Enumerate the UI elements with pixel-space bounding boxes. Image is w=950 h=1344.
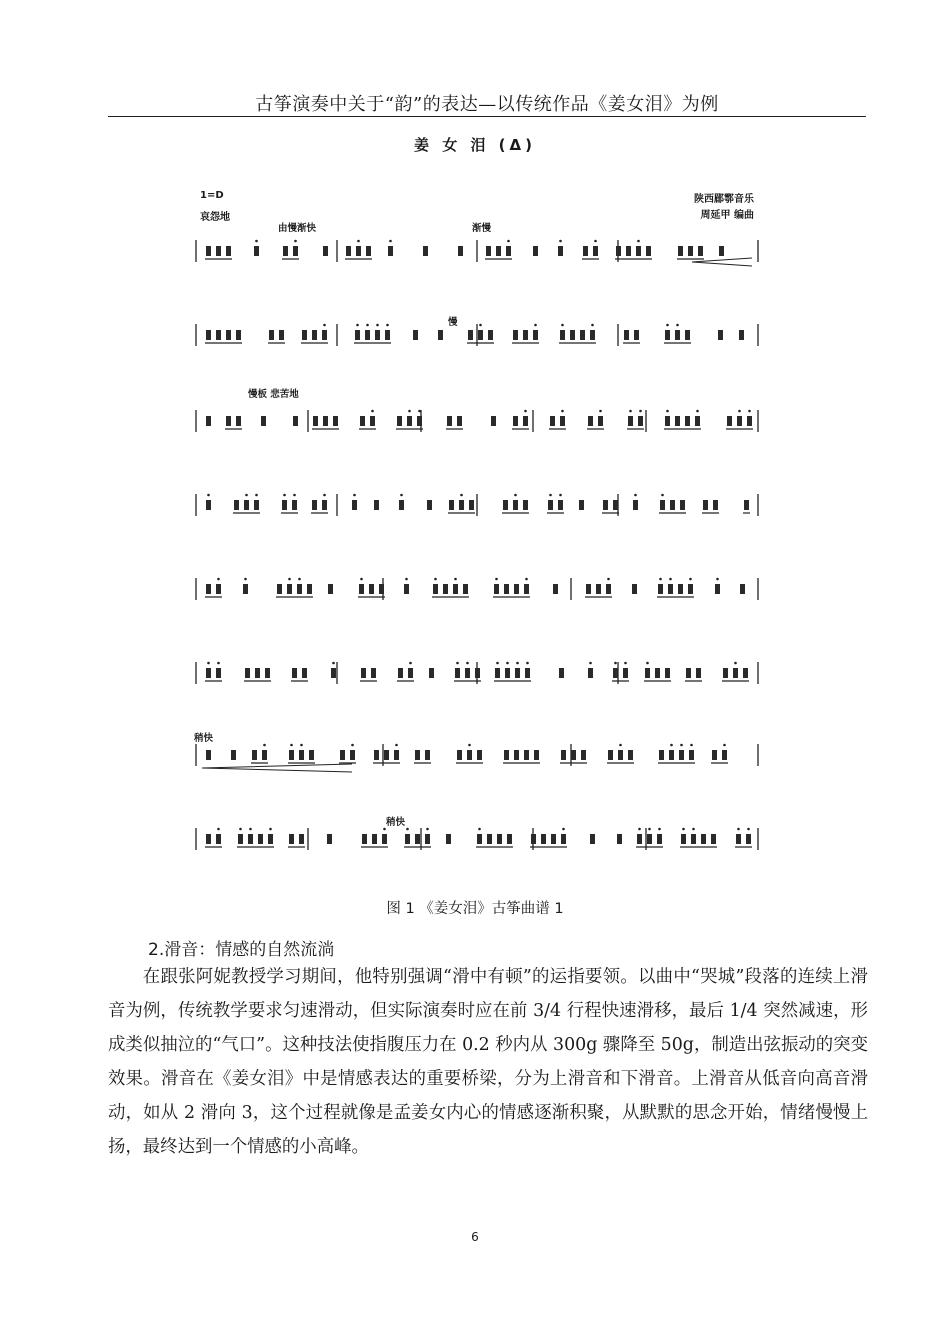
page-number: 6	[471, 1230, 479, 1244]
tempo-marking: 稍快	[386, 817, 406, 828]
notation-line-8	[192, 818, 762, 858]
notation-line-4	[192, 484, 762, 524]
notation-line-7	[192, 734, 762, 774]
tempo-marking: 稍快	[194, 733, 214, 744]
notation-line-1	[192, 230, 762, 270]
paragraph: 在跟张阿妮教授学习期间，他特别强调“滑中有顿”的运指要领。以曲中“哭城”段落的连续上滑音为例，传统教学要求匀速滑动，但实际演奏时应在前 3/4 行程快速滑移，最后 1/4 突然减速，形成类似抽泣的“气口”。这种技法使指腹压力在 0.2 秒内从 300g 骤降至 50g，制造出弦振动的突变效果。滑音在《姜女泪》中是情感表达的重要桥梁，分为上滑音和下滑音。上滑音从低音向高音滑动，如从 2 滑向 3，这个过程就像是孟姜女内心的情感逐渐积聚，从默默的思念开始，情绪慢慢上扬，最终达到一个情感的小高峰。	[108, 967, 868, 1157]
notation-line-2	[192, 314, 762, 354]
score-arranger: 周延甲 编曲	[700, 210, 754, 221]
section-heading: 2.滑音：情感的自然流淌	[148, 940, 335, 960]
notation-line-3	[192, 400, 762, 440]
score-expression: 哀怨地	[200, 212, 230, 223]
tempo-marking: 由慢渐快	[278, 223, 317, 234]
body-text	[108, 960, 868, 1164]
notation-line-5	[192, 568, 762, 608]
score-key-signature: 1=D	[200, 190, 224, 201]
score-title: 姜 女 泪 (Δ)	[414, 136, 536, 154]
header-divider	[108, 116, 866, 117]
score-origin: 陕西郿鄠音乐	[694, 194, 754, 205]
music-score-figure	[180, 128, 770, 868]
notation-line-6	[192, 652, 762, 692]
running-header: 古筝演奏中关于“韵”的表达—以传统作品《姜女泪》为例	[255, 94, 719, 115]
tempo-marking: 慢	[448, 317, 458, 328]
figure-caption: 图 1 《姜女泪》古筝曲谱 1	[386, 901, 564, 917]
tempo-marking: 慢板 悲苦地	[248, 389, 299, 400]
tempo-marking: 渐慢	[472, 223, 492, 234]
